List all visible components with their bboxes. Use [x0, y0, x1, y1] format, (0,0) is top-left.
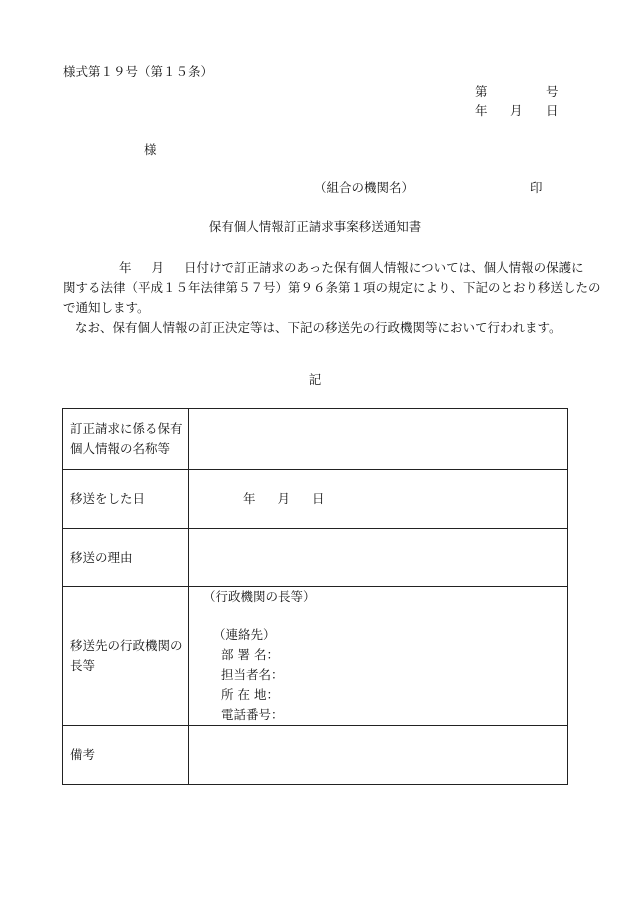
row-label-remarks: 備考 — [63, 726, 189, 785]
transfer-date-month: 月 — [277, 491, 291, 506]
body-line-4: なお、保有個人情報の訂正決定等は、下記の移送先の行政機関等において行われます。 — [75, 320, 562, 335]
row-value-remarks — [189, 726, 568, 785]
transfer-date-year: 年 — [243, 491, 256, 506]
contact-address: 所 在 地： — [221, 687, 279, 702]
header-date-day: 日 — [546, 103, 559, 118]
notice-body — [63, 258, 601, 338]
row1-label-line-a: 訂正請求に係る保有 — [70, 421, 183, 436]
table-row — [63, 470, 568, 529]
ki-marker: 記 — [308, 372, 322, 387]
body-line-1 — [63, 258, 584, 278]
row-value-transfer-date — [189, 470, 568, 529]
table-row — [63, 726, 568, 785]
contact-heading: （連絡先） — [213, 627, 276, 642]
body-month: 月 — [151, 260, 165, 275]
body-line-3: で通知します。 — [63, 300, 150, 315]
row-value-destination — [189, 587, 568, 726]
row-label-transfer-date: 移送をした日 — [63, 470, 189, 529]
table-row — [63, 587, 568, 726]
header-date-year: 年 — [475, 103, 488, 118]
body-year: 年 — [119, 260, 132, 275]
contact-person: 担当者名： — [221, 667, 284, 682]
contact-phone: 電話番号： — [221, 707, 284, 722]
header-date-month: 月 — [510, 103, 523, 118]
row-value-info-name — [189, 409, 568, 470]
body-line-1-text: 日付けで訂正請求のあった保有個人情報については、個人情報の保護に — [184, 260, 584, 275]
contact-department: 部 署 名： — [221, 647, 279, 662]
seal-mark: 印 — [530, 180, 543, 195]
table-row — [63, 529, 568, 587]
sender-organization: （組合の機関名） — [314, 180, 415, 195]
row-label-info-name — [63, 409, 189, 470]
row4-label-line-a: 移送先の行政機関の — [70, 638, 183, 653]
body-line-2: 関する法律（平成１５年法律第５７号）第９６条第１項の規定により、下記のとおり移送したの — [63, 280, 601, 295]
transfer-details-table — [62, 408, 568, 785]
row4-label-line-b: 長等 — [70, 658, 96, 673]
form-number: 様式第１９号（第１５条） — [63, 64, 214, 79]
transfer-date-day: 日 — [312, 491, 325, 506]
row-label-transfer-reason: 移送の理由 — [63, 529, 189, 587]
document-number-label: 第 — [475, 84, 488, 99]
addressee: 様 — [144, 142, 157, 157]
document-number-suffix: 号 — [546, 84, 559, 99]
row-value-transfer-reason — [189, 529, 568, 587]
document-title: 保有個人情報訂正請求事案移送通知書 — [208, 219, 422, 234]
row1-label-line-b: 個人情報の名称等 — [70, 441, 171, 456]
destination-head: （行政機関の長等） — [203, 589, 316, 604]
table-row — [63, 409, 568, 470]
row-label-destination — [63, 587, 189, 726]
